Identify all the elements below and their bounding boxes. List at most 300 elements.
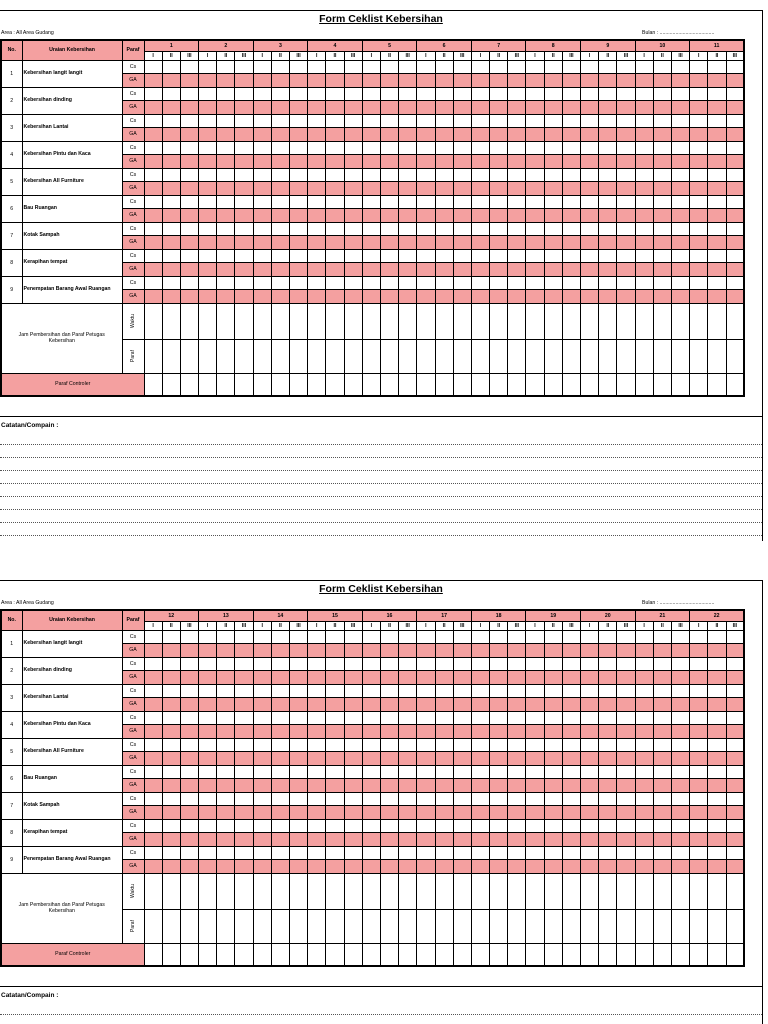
check-cell[interactable] — [253, 819, 271, 833]
check-cell[interactable] — [708, 630, 726, 644]
check-cell[interactable] — [635, 114, 653, 128]
check-cell[interactable] — [253, 779, 271, 793]
check-cell[interactable] — [217, 846, 235, 860]
check-cell[interactable] — [290, 657, 308, 671]
check-cell[interactable] — [235, 128, 253, 142]
check-cell[interactable] — [635, 846, 653, 860]
check-cell[interactable] — [144, 860, 162, 874]
check-cell[interactable] — [471, 182, 489, 196]
check-cell[interactable] — [290, 249, 308, 263]
check-cell[interactable] — [271, 819, 289, 833]
check-cell[interactable] — [471, 698, 489, 712]
paraf-controler-cell[interactable] — [726, 943, 744, 966]
check-cell[interactable] — [635, 182, 653, 196]
waktu-cell[interactable] — [217, 303, 235, 339]
check-cell[interactable] — [308, 752, 326, 766]
check-cell[interactable] — [581, 725, 599, 739]
notes-line[interactable] — [0, 509, 762, 510]
check-cell[interactable] — [199, 752, 217, 766]
check-cell[interactable] — [180, 698, 198, 712]
check-cell[interactable] — [581, 236, 599, 250]
check-cell[interactable] — [653, 806, 671, 820]
check-cell[interactable] — [726, 74, 744, 88]
check-cell[interactable] — [308, 671, 326, 685]
check-cell[interactable] — [199, 87, 217, 101]
waktu-cell[interactable] — [271, 303, 289, 339]
paraf-petugas-cell[interactable] — [235, 909, 253, 943]
check-cell[interactable] — [162, 860, 180, 874]
check-cell[interactable] — [344, 779, 362, 793]
check-cell[interactable] — [435, 833, 453, 847]
check-cell[interactable] — [380, 779, 398, 793]
check-cell[interactable] — [562, 806, 580, 820]
check-cell[interactable] — [599, 833, 617, 847]
check-cell[interactable] — [271, 74, 289, 88]
check-cell[interactable] — [235, 101, 253, 115]
check-cell[interactable] — [708, 833, 726, 847]
check-cell[interactable] — [217, 209, 235, 223]
check-cell[interactable] — [253, 182, 271, 196]
check-cell[interactable] — [308, 87, 326, 101]
check-cell[interactable] — [253, 630, 271, 644]
check-cell[interactable] — [599, 725, 617, 739]
check-cell[interactable] — [526, 819, 544, 833]
check-cell[interactable] — [526, 182, 544, 196]
paraf-controler-cell[interactable] — [417, 373, 435, 396]
check-cell[interactable] — [235, 684, 253, 698]
check-cell[interactable] — [599, 87, 617, 101]
check-cell[interactable] — [690, 711, 708, 725]
check-cell[interactable] — [726, 860, 744, 874]
check-cell[interactable] — [399, 644, 417, 658]
check-cell[interactable] — [144, 222, 162, 236]
check-cell[interactable] — [380, 155, 398, 169]
check-cell[interactable] — [344, 671, 362, 685]
check-cell[interactable] — [217, 671, 235, 685]
check-cell[interactable] — [671, 74, 689, 88]
check-cell[interactable] — [708, 209, 726, 223]
check-cell[interactable] — [726, 87, 744, 101]
check-cell[interactable] — [271, 155, 289, 169]
check-cell[interactable] — [362, 87, 380, 101]
paraf-petugas-cell[interactable] — [508, 909, 526, 943]
check-cell[interactable] — [344, 60, 362, 74]
waktu-cell[interactable] — [453, 873, 471, 909]
check-cell[interactable] — [362, 684, 380, 698]
check-cell[interactable] — [290, 222, 308, 236]
check-cell[interactable] — [235, 819, 253, 833]
check-cell[interactable] — [344, 644, 362, 658]
check-cell[interactable] — [162, 222, 180, 236]
paraf-petugas-cell[interactable] — [271, 909, 289, 943]
check-cell[interactable] — [362, 141, 380, 155]
check-cell[interactable] — [671, 290, 689, 304]
check-cell[interactable] — [599, 74, 617, 88]
check-cell[interactable] — [344, 738, 362, 752]
check-cell[interactable] — [253, 236, 271, 250]
check-cell[interactable] — [581, 684, 599, 698]
check-cell[interactable] — [362, 182, 380, 196]
paraf-petugas-cell[interactable] — [635, 339, 653, 373]
check-cell[interactable] — [290, 87, 308, 101]
check-cell[interactable] — [726, 698, 744, 712]
check-cell[interactable] — [417, 155, 435, 169]
paraf-petugas-cell[interactable] — [417, 339, 435, 373]
check-cell[interactable] — [162, 698, 180, 712]
check-cell[interactable] — [180, 819, 198, 833]
check-cell[interactable] — [144, 752, 162, 766]
check-cell[interactable] — [144, 74, 162, 88]
check-cell[interactable] — [726, 222, 744, 236]
check-cell[interactable] — [308, 74, 326, 88]
check-cell[interactable] — [599, 860, 617, 874]
check-cell[interactable] — [653, 765, 671, 779]
check-cell[interactable] — [217, 738, 235, 752]
check-cell[interactable] — [690, 846, 708, 860]
check-cell[interactable] — [635, 87, 653, 101]
check-cell[interactable] — [471, 684, 489, 698]
check-cell[interactable] — [526, 60, 544, 74]
paraf-petugas-cell[interactable] — [453, 339, 471, 373]
check-cell[interactable] — [180, 752, 198, 766]
paraf-petugas-cell[interactable] — [235, 339, 253, 373]
check-cell[interactable] — [508, 644, 526, 658]
check-cell[interactable] — [581, 182, 599, 196]
check-cell[interactable] — [235, 671, 253, 685]
check-cell[interactable] — [708, 765, 726, 779]
check-cell[interactable] — [435, 263, 453, 277]
check-cell[interactable] — [581, 290, 599, 304]
check-cell[interactable] — [180, 711, 198, 725]
check-cell[interactable] — [199, 698, 217, 712]
paraf-controler-cell[interactable] — [344, 943, 362, 966]
check-cell[interactable] — [453, 87, 471, 101]
check-cell[interactable] — [399, 752, 417, 766]
waktu-cell[interactable] — [344, 303, 362, 339]
check-cell[interactable] — [144, 819, 162, 833]
check-cell[interactable] — [435, 222, 453, 236]
check-cell[interactable] — [380, 182, 398, 196]
check-cell[interactable] — [271, 725, 289, 739]
check-cell[interactable] — [344, 168, 362, 182]
notes-line[interactable] — [0, 535, 762, 536]
paraf-petugas-cell[interactable] — [617, 909, 635, 943]
check-cell[interactable] — [562, 87, 580, 101]
check-cell[interactable] — [380, 114, 398, 128]
check-cell[interactable] — [235, 860, 253, 874]
check-cell[interactable] — [144, 236, 162, 250]
check-cell[interactable] — [235, 87, 253, 101]
paraf-controler-cell[interactable] — [581, 373, 599, 396]
check-cell[interactable] — [562, 765, 580, 779]
waktu-cell[interactable] — [271, 873, 289, 909]
check-cell[interactable] — [726, 263, 744, 277]
check-cell[interactable] — [326, 263, 344, 277]
check-cell[interactable] — [271, 752, 289, 766]
check-cell[interactable] — [308, 630, 326, 644]
check-cell[interactable] — [271, 101, 289, 115]
check-cell[interactable] — [199, 155, 217, 169]
check-cell[interactable] — [380, 128, 398, 142]
paraf-controler-cell[interactable] — [453, 943, 471, 966]
check-cell[interactable] — [453, 128, 471, 142]
check-cell[interactable] — [671, 155, 689, 169]
check-cell[interactable] — [562, 222, 580, 236]
check-cell[interactable] — [435, 182, 453, 196]
check-cell[interactable] — [453, 738, 471, 752]
check-cell[interactable] — [326, 819, 344, 833]
check-cell[interactable] — [144, 101, 162, 115]
check-cell[interactable] — [144, 657, 162, 671]
check-cell[interactable] — [326, 290, 344, 304]
check-cell[interactable] — [562, 128, 580, 142]
paraf-petugas-cell[interactable] — [726, 909, 744, 943]
check-cell[interactable] — [235, 738, 253, 752]
check-cell[interactable] — [399, 765, 417, 779]
paraf-controler-cell[interactable] — [271, 943, 289, 966]
check-cell[interactable] — [235, 209, 253, 223]
check-cell[interactable] — [380, 249, 398, 263]
check-cell[interactable] — [217, 630, 235, 644]
bulan-field[interactable]: Bulan : ...................................... — [642, 600, 715, 606]
check-cell[interactable] — [235, 141, 253, 155]
check-cell[interactable] — [599, 128, 617, 142]
check-cell[interactable] — [144, 249, 162, 263]
check-cell[interactable] — [290, 182, 308, 196]
check-cell[interactable] — [671, 833, 689, 847]
check-cell[interactable] — [362, 222, 380, 236]
paraf-controler-cell[interactable] — [671, 943, 689, 966]
check-cell[interactable] — [453, 725, 471, 739]
check-cell[interactable] — [144, 290, 162, 304]
paraf-controler-cell[interactable] — [326, 943, 344, 966]
waktu-cell[interactable] — [308, 303, 326, 339]
check-cell[interactable] — [253, 698, 271, 712]
check-cell[interactable] — [217, 222, 235, 236]
paraf-petugas-cell[interactable] — [471, 909, 489, 943]
check-cell[interactable] — [471, 222, 489, 236]
check-cell[interactable] — [162, 87, 180, 101]
check-cell[interactable] — [362, 249, 380, 263]
check-cell[interactable] — [144, 644, 162, 658]
check-cell[interactable] — [508, 833, 526, 847]
check-cell[interactable] — [471, 195, 489, 209]
check-cell[interactable] — [690, 806, 708, 820]
check-cell[interactable] — [344, 806, 362, 820]
check-cell[interactable] — [490, 128, 508, 142]
check-cell[interactable] — [453, 630, 471, 644]
check-cell[interactable] — [508, 684, 526, 698]
check-cell[interactable] — [362, 657, 380, 671]
check-cell[interactable] — [635, 236, 653, 250]
check-cell[interactable] — [526, 209, 544, 223]
check-cell[interactable] — [180, 846, 198, 860]
check-cell[interactable] — [162, 101, 180, 115]
paraf-controler-cell[interactable] — [708, 943, 726, 966]
check-cell[interactable] — [199, 833, 217, 847]
check-cell[interactable] — [526, 846, 544, 860]
paraf-controler-cell[interactable] — [508, 373, 526, 396]
check-cell[interactable] — [544, 738, 562, 752]
check-cell[interactable] — [617, 779, 635, 793]
check-cell[interactable] — [180, 128, 198, 142]
check-cell[interactable] — [690, 684, 708, 698]
check-cell[interactable] — [490, 209, 508, 223]
check-cell[interactable] — [435, 684, 453, 698]
check-cell[interactable] — [380, 846, 398, 860]
check-cell[interactable] — [708, 698, 726, 712]
check-cell[interactable] — [253, 168, 271, 182]
check-cell[interactable] — [235, 290, 253, 304]
waktu-cell[interactable] — [581, 873, 599, 909]
check-cell[interactable] — [162, 833, 180, 847]
check-cell[interactable] — [253, 644, 271, 658]
check-cell[interactable] — [326, 168, 344, 182]
check-cell[interactable] — [490, 276, 508, 290]
check-cell[interactable] — [199, 846, 217, 860]
check-cell[interactable] — [180, 684, 198, 698]
check-cell[interactable] — [380, 209, 398, 223]
waktu-cell[interactable] — [417, 303, 435, 339]
check-cell[interactable] — [144, 738, 162, 752]
waktu-cell[interactable] — [380, 303, 398, 339]
check-cell[interactable] — [708, 155, 726, 169]
check-cell[interactable] — [417, 195, 435, 209]
check-cell[interactable] — [490, 249, 508, 263]
check-cell[interactable] — [417, 846, 435, 860]
paraf-petugas-cell[interactable] — [217, 339, 235, 373]
check-cell[interactable] — [635, 195, 653, 209]
check-cell[interactable] — [562, 195, 580, 209]
check-cell[interactable] — [671, 195, 689, 209]
check-cell[interactable] — [399, 236, 417, 250]
check-cell[interactable] — [581, 209, 599, 223]
paraf-controler-cell[interactable] — [581, 943, 599, 966]
check-cell[interactable] — [217, 128, 235, 142]
check-cell[interactable] — [453, 711, 471, 725]
check-cell[interactable] — [471, 711, 489, 725]
check-cell[interactable] — [599, 792, 617, 806]
check-cell[interactable] — [690, 155, 708, 169]
check-cell[interactable] — [690, 765, 708, 779]
check-cell[interactable] — [235, 155, 253, 169]
check-cell[interactable] — [562, 779, 580, 793]
check-cell[interactable] — [581, 698, 599, 712]
check-cell[interactable] — [417, 128, 435, 142]
check-cell[interactable] — [271, 657, 289, 671]
check-cell[interactable] — [726, 276, 744, 290]
check-cell[interactable] — [526, 860, 544, 874]
check-cell[interactable] — [399, 141, 417, 155]
check-cell[interactable] — [253, 155, 271, 169]
check-cell[interactable] — [544, 101, 562, 115]
check-cell[interactable] — [180, 779, 198, 793]
paraf-petugas-cell[interactable] — [399, 339, 417, 373]
check-cell[interactable] — [526, 236, 544, 250]
check-cell[interactable] — [526, 738, 544, 752]
check-cell[interactable] — [217, 182, 235, 196]
check-cell[interactable] — [144, 725, 162, 739]
check-cell[interactable] — [180, 738, 198, 752]
check-cell[interactable] — [162, 725, 180, 739]
check-cell[interactable] — [508, 195, 526, 209]
check-cell[interactable] — [417, 684, 435, 698]
check-cell[interactable] — [653, 833, 671, 847]
check-cell[interactable] — [690, 833, 708, 847]
check-cell[interactable] — [599, 684, 617, 698]
check-cell[interactable] — [490, 738, 508, 752]
check-cell[interactable] — [599, 168, 617, 182]
check-cell[interactable] — [599, 738, 617, 752]
check-cell[interactable] — [435, 87, 453, 101]
check-cell[interactable] — [562, 644, 580, 658]
check-cell[interactable] — [217, 101, 235, 115]
check-cell[interactable] — [417, 263, 435, 277]
check-cell[interactable] — [671, 860, 689, 874]
paraf-controler-cell[interactable] — [344, 373, 362, 396]
check-cell[interactable] — [344, 128, 362, 142]
check-cell[interactable] — [690, 60, 708, 74]
check-cell[interactable] — [144, 128, 162, 142]
waktu-cell[interactable] — [290, 303, 308, 339]
check-cell[interactable] — [690, 725, 708, 739]
check-cell[interactable] — [290, 846, 308, 860]
check-cell[interactable] — [399, 833, 417, 847]
paraf-controler-cell[interactable] — [708, 373, 726, 396]
check-cell[interactable] — [453, 644, 471, 658]
check-cell[interactable] — [217, 860, 235, 874]
check-cell[interactable] — [362, 698, 380, 712]
check-cell[interactable] — [653, 792, 671, 806]
check-cell[interactable] — [326, 698, 344, 712]
paraf-petugas-cell[interactable] — [362, 909, 380, 943]
check-cell[interactable] — [635, 209, 653, 223]
check-cell[interactable] — [508, 128, 526, 142]
check-cell[interactable] — [690, 657, 708, 671]
check-cell[interactable] — [235, 779, 253, 793]
paraf-controler-cell[interactable] — [290, 943, 308, 966]
check-cell[interactable] — [453, 60, 471, 74]
check-cell[interactable] — [544, 74, 562, 88]
check-cell[interactable] — [526, 671, 544, 685]
check-cell[interactable] — [562, 657, 580, 671]
paraf-controler-cell[interactable] — [490, 373, 508, 396]
check-cell[interactable] — [508, 60, 526, 74]
check-cell[interactable] — [326, 74, 344, 88]
check-cell[interactable] — [162, 182, 180, 196]
waktu-cell[interactable] — [526, 873, 544, 909]
check-cell[interactable] — [726, 249, 744, 263]
check-cell[interactable] — [599, 141, 617, 155]
check-cell[interactable] — [399, 684, 417, 698]
check-cell[interactable] — [581, 833, 599, 847]
check-cell[interactable] — [271, 711, 289, 725]
check-cell[interactable] — [180, 155, 198, 169]
check-cell[interactable] — [435, 752, 453, 766]
check-cell[interactable] — [617, 74, 635, 88]
check-cell[interactable] — [271, 738, 289, 752]
check-cell[interactable] — [290, 833, 308, 847]
waktu-cell[interactable] — [617, 303, 635, 339]
check-cell[interactable] — [471, 644, 489, 658]
paraf-petugas-cell[interactable] — [144, 339, 162, 373]
paraf-petugas-cell[interactable] — [726, 339, 744, 373]
check-cell[interactable] — [581, 74, 599, 88]
check-cell[interactable] — [490, 846, 508, 860]
waktu-cell[interactable] — [635, 873, 653, 909]
check-cell[interactable] — [708, 671, 726, 685]
notes-line[interactable] — [0, 457, 762, 458]
